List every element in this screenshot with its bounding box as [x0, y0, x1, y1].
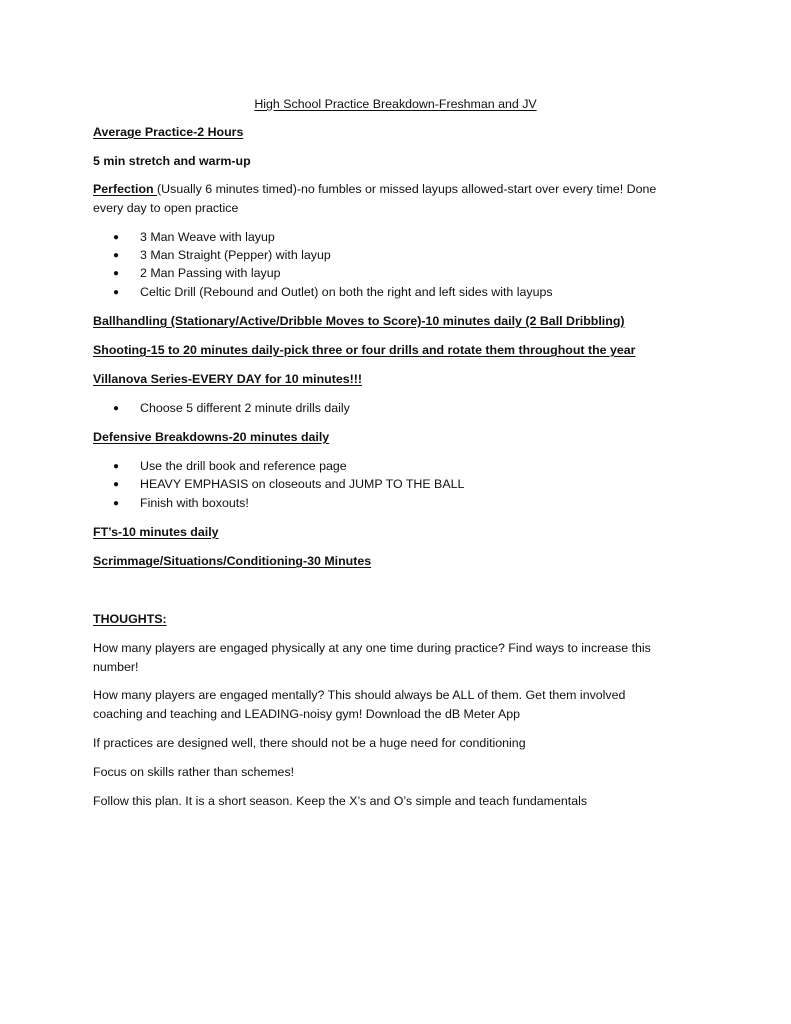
list-item [113, 284, 553, 301]
bullet-icon: ● [113, 287, 120, 298]
scrimmage-heading: Scrimmage/Situations/Conditioning-30 Minutes [93, 554, 372, 568]
perfection-line-2: every day to open practice [93, 201, 239, 215]
bullet-icon: ● [113, 479, 120, 490]
list-item [113, 476, 464, 493]
bullet-icon: ● [113, 498, 120, 509]
list-item-text: Finish with boxouts! [140, 496, 249, 510]
thoughts-p1-line2: number! [93, 660, 139, 674]
list-item [113, 495, 249, 512]
list-item-text: 2 Man Passing with layup [140, 266, 281, 280]
shooting-heading: Shooting-15 to 20 minutes daily-pick three or four drills and rotate them throughout the year [93, 343, 636, 357]
thoughts-p1-line1: How many players are engaged physically at any one time during practice? Find ways to increase this [93, 641, 651, 655]
list-item [113, 265, 281, 282]
list-item-text: Celtic Drill (Rebound and Outlet) on both the right and left sides with layups [140, 285, 553, 299]
thoughts-p5: Follow this plan. It is a short season. Keep the X’s and O’s simple and teach fundamentals [93, 794, 588, 808]
perfection-label: Perfection [93, 182, 158, 196]
bullet-icon: ● [113, 250, 120, 261]
bullet-icon: ● [113, 461, 120, 472]
perfection-text: (Usually 6 minutes timed)-no fumbles or missed layups allowed-start over every time! Done [157, 182, 657, 196]
average-practice-heading: Average Practice-2 Hours [93, 125, 244, 139]
ballhandling-heading: Ballhandling (Stationary/Active/Dribble Moves to Score)-10 minutes daily (2 Ball Dribbling) [93, 314, 625, 328]
page-title: High School Practice Breakdown-Freshman and JV [254, 97, 537, 111]
fts-heading: FT’s-10 minutes daily [93, 525, 219, 539]
list-item [113, 400, 350, 417]
thoughts-p4: Focus on skills rather than schemes! [93, 765, 295, 779]
villanova-heading: Villanova Series-EVERY DAY for 10 minutes!!! [93, 372, 363, 386]
bullet-icon: ● [113, 232, 120, 243]
list-item-text: 3 Man Weave with layup [140, 230, 275, 244]
list-item-text: Use the drill book and reference page [140, 459, 347, 473]
thoughts-p2-line1: How many players are engaged mentally? This should always be ALL of them. Get them involved [93, 688, 626, 702]
list-item [113, 229, 275, 246]
perfection-line-1 [93, 181, 656, 198]
bullet-icon: ● [113, 403, 120, 414]
defensive-heading: Defensive Breakdowns-20 minutes daily [93, 430, 330, 444]
list-item-text: 3 Man Straight (Pepper) with layup [140, 248, 331, 262]
thoughts-heading: THOUGHTS: [93, 612, 167, 626]
list-item [113, 247, 331, 264]
list-item [113, 458, 347, 475]
list-item-text: HEAVY EMPHASIS on closeouts and JUMP TO THE BALL [140, 477, 465, 491]
list-item-text: Choose 5 different 2 minute drills daily [140, 401, 350, 415]
bullet-icon: ● [113, 268, 120, 279]
thoughts-p3: If practices are designed well, there should not be a huge need for conditioning [93, 736, 526, 750]
thoughts-p2-line2: coaching and teaching and LEADING-noisy gym! Download the dB Meter App [93, 707, 521, 721]
stretch-line: 5 min stretch and warm-up [93, 154, 251, 168]
